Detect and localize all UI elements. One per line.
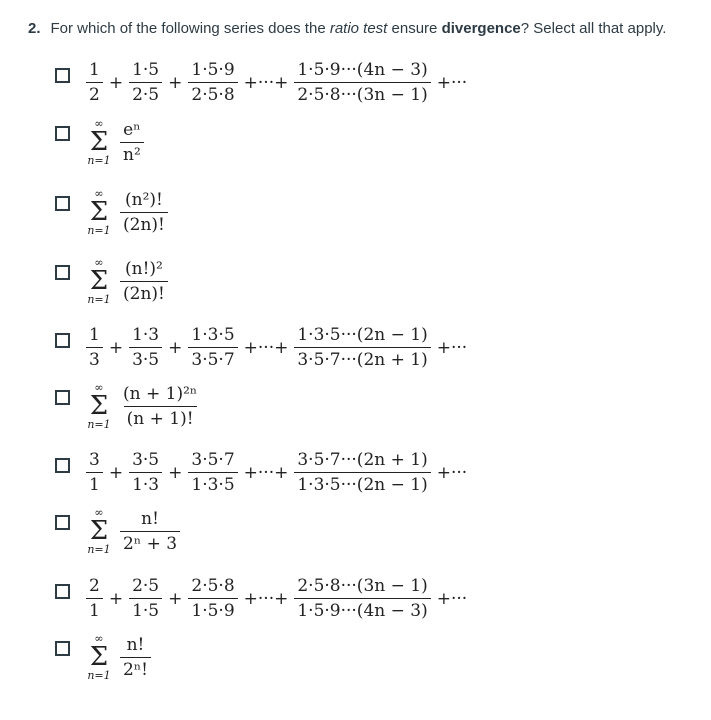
general-term: $\frac{2\cdot 5\cdot 8\cdot\cdot\cdot(3n - 1)}{1\cdot 5\cdot 9\cdot\cdot\cdot(4n - 3)}$ [294,576,430,621]
option-4 [0,257,711,319]
divergence-text: divergence [441,20,521,37]
general-term: $\frac{1\cdot 3\cdot 5\cdot\cdot\cdot(2n - 1)}{3\cdot 5\cdot 7\cdot\cdot\cdot(2n + 1)}$ [294,325,430,370]
summand: $\frac{\text{(n + 1)²ⁿ}}{(n + 1)!}$ [123,384,198,429]
option-1-series [84,60,471,105]
option-7-series [84,450,471,495]
option-9-checkbox[interactable] [55,584,70,599]
summand: $\frac{\text{(n²)!}}{(2n)!}$ [120,190,168,235]
term: $\frac{1\cdot 3\cdot 5}{3\cdot 5\cdot 7}$ [188,325,237,370]
option-10 [0,633,711,695]
option-4-series [84,257,170,306]
summation-symbol: ∞ Σ n=1 [87,117,111,167]
trailing-ellipsis: +··· [436,72,468,93]
option-9-series [84,576,471,621]
question-prompt [28,20,666,37]
plus-sign: + [168,337,183,358]
summand: $\frac{\text{eⁿ}}{\text{n²}}$ [120,120,144,165]
plus-sign: + [168,72,183,93]
general-term: $\frac{1\cdot 5\cdot 9\cdot\cdot\cdot(4n - 3)}{2\cdot 5\cdot 8\cdot\cdot\cdot(3n - 1)}$ [294,60,430,105]
plus-sign: + [168,588,183,609]
option-2 [0,118,711,180]
option-5-checkbox[interactable] [55,333,70,348]
option-3-series [84,188,170,237]
question-number: 2. [28,20,41,37]
ellipsis: +···+ [243,337,289,358]
summand: $\frac{n!}{\text{2ⁿ + 3}}$ [120,509,180,554]
option-2-series [84,118,146,167]
option-10-checkbox[interactable] [55,641,70,656]
general-term: $\frac{3\cdot 5\cdot 7\cdot\cdot\cdot(2n + 1)}{1\cdot 3\cdot 5\cdot\cdot\cdot(2n - 1)}$ [294,450,430,495]
trailing-ellipsis: +··· [436,588,468,609]
term: $\frac{1\cdot 3}{3\cdot 5}$ [129,325,162,370]
term: $\frac{3\cdot 5\cdot 7}{1\cdot 3\cdot 5}$ [188,450,237,495]
ellipsis: +···+ [243,588,289,609]
option-5-series [84,325,471,370]
option-8-series [84,507,182,556]
summation-symbol: ∞ Σ n=1 [87,256,111,306]
plus-sign: + [108,588,124,609]
term: $\frac{1}{2}$ [86,60,103,105]
option-5 [0,325,711,379]
plus-sign: + [108,72,124,93]
option-8 [0,507,711,569]
term: $\frac{2\cdot 5}{1\cdot 5}$ [129,576,162,621]
plus-sign: + [108,337,124,358]
option-2-checkbox[interactable] [55,126,70,141]
term: $\frac{2\cdot 5\cdot 8}{1\cdot 5\cdot 9}$ [188,576,237,621]
option-1 [0,60,711,114]
summation-symbol: ∞ Σ n=1 [87,187,111,237]
trailing-ellipsis: +··· [436,337,468,358]
option-8-checkbox[interactable] [55,515,70,530]
summation-symbol: ∞ Σ n=1 [87,506,111,556]
ellipsis: +···+ [243,72,289,93]
option-6-checkbox[interactable] [55,390,70,405]
option-6 [0,382,711,444]
term: $\frac{2}{1}$ [86,576,103,621]
option-3 [0,188,711,250]
trailing-ellipsis: +··· [436,462,468,483]
question-text-before: For which of the following series does the [50,20,330,37]
summation-symbol: ∞ Σ n=1 [87,632,111,682]
ratio-test-text: ratio test [329,20,388,37]
term: $\frac{3}{1}$ [86,450,103,495]
question-text-mid: ensure [387,20,442,37]
plus-sign: + [108,462,124,483]
option-7-checkbox[interactable] [55,458,70,473]
option-1-checkbox[interactable] [55,68,70,83]
question-text-after: ? Select all that apply. [520,20,667,37]
option-6-series [84,382,202,431]
term: $\frac{1}{3}$ [86,325,103,370]
term: $\frac{1\cdot 5}{2\cdot 5}$ [129,60,162,105]
summation-symbol: ∞ Σ n=1 [87,381,111,431]
summand: $\frac{n!}{\text{2ⁿ!}}$ [120,635,151,680]
option-10-series [84,633,153,682]
option-3-checkbox[interactable] [55,196,70,211]
term: $\frac{3\cdot 5}{1\cdot 3}$ [129,450,162,495]
summand: $\frac{\text{(n!)²}}{(2n)!}$ [120,259,168,304]
option-4-checkbox[interactable] [55,265,70,280]
ellipsis: +···+ [243,462,289,483]
term: $\frac{1\cdot 5\cdot 9}{2\cdot 5\cdot 8}$ [188,60,237,105]
option-7 [0,450,711,504]
option-9 [0,576,711,630]
plus-sign: + [168,462,183,483]
